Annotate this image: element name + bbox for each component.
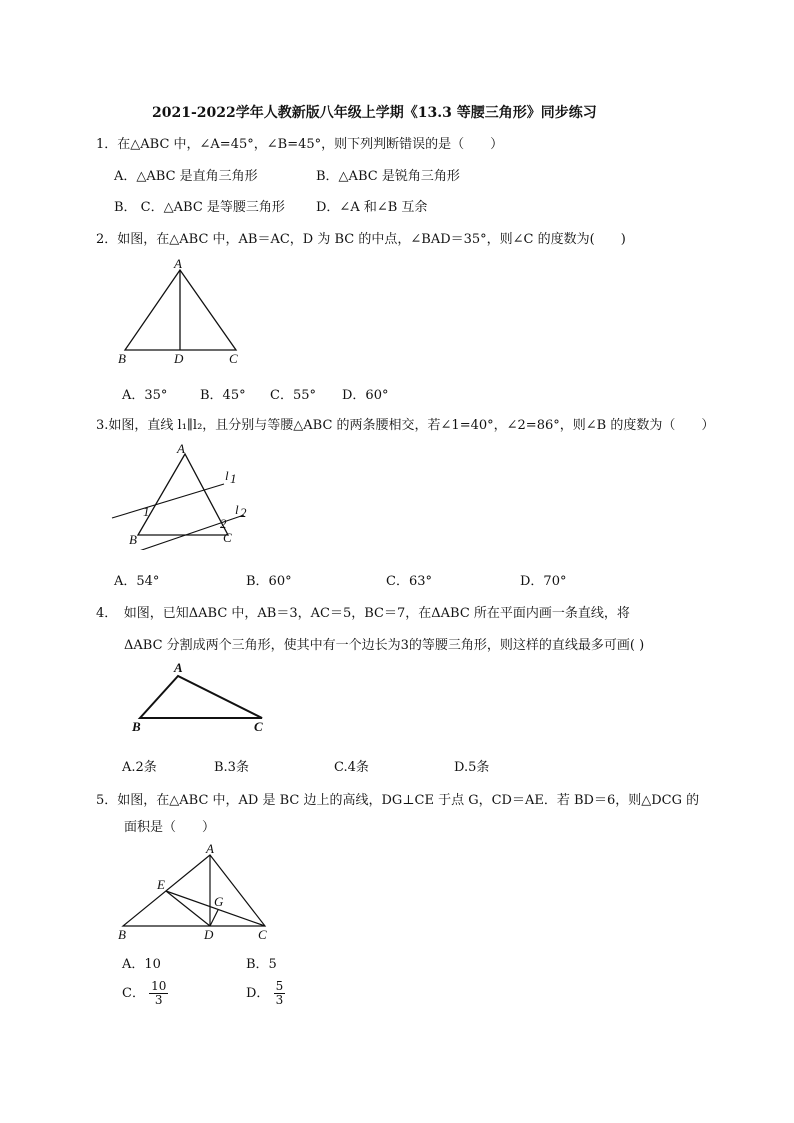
q5-option-d xyxy=(246,980,285,1007)
q5-stem-line2: 面积是（ ） xyxy=(124,820,216,835)
q2-option-d: D．60° xyxy=(342,388,389,403)
q3-label-l2-sub: 2 xyxy=(240,505,247,520)
q4-label-a: A xyxy=(174,660,183,675)
q3-label-c: C xyxy=(223,530,232,545)
q3-option-b: B．60° xyxy=(246,574,292,589)
q3-option-a: A．54° xyxy=(114,574,160,589)
q5-option-d-numerator: 5 xyxy=(275,979,284,993)
q5-option-a: A．10 xyxy=(122,957,161,972)
q3-figure xyxy=(106,440,266,550)
q4-stem-line1: 4． 如图，已知ΔABC 中，AB＝3，AC＝5，BC＝7，在ΔABC 所在平面内画一条直线，将 xyxy=(96,606,630,621)
q2-label-a: A xyxy=(174,256,182,271)
q2-label-d: D xyxy=(174,351,184,366)
q3-line-l1 xyxy=(112,484,224,518)
q5-option-d-denominator: 3 xyxy=(275,993,284,1007)
q4-stem-line2: ΔABC 分割成两个三角形，使其中有一个边长为3的等腰三角形，则这样的直线最多可画( ) xyxy=(124,638,645,653)
q5-option-c-denominator: 3 xyxy=(154,993,163,1007)
q2-label-c: C xyxy=(229,351,238,366)
q5-option-b: B．5 xyxy=(246,957,277,972)
q5-option-c-fraction xyxy=(149,980,168,1007)
q3-angle-2: 2 xyxy=(220,516,227,531)
q4-option-a: A.2条 xyxy=(122,760,157,775)
q4-option-c: C.4条 xyxy=(334,760,369,775)
q5-segment-dg xyxy=(210,910,218,926)
q5-option-c-numerator: 10 xyxy=(151,979,167,993)
q5-option-c-prefix: C． xyxy=(122,986,145,1001)
q5-label-a: A xyxy=(206,841,214,856)
q3-triangle xyxy=(138,454,228,535)
q5-label-b: B xyxy=(118,927,126,942)
q1-option-a: A．△ABC 是直角三角形 xyxy=(114,169,258,184)
q2-stem: 2．如图，在△ABC 中，AB＝AC，D 为 BC 的中点，∠BAD＝35°，则∠C 的度数为( ) xyxy=(96,232,626,247)
q2-option-b: B．45° xyxy=(200,388,246,403)
q5-option-d-prefix: D． xyxy=(246,986,270,1001)
q5-segment-ed xyxy=(166,891,210,926)
q5-label-g: G xyxy=(214,894,224,909)
q3-label-l2: l xyxy=(235,502,239,517)
q2-figure xyxy=(110,255,260,370)
q3-label-b: B xyxy=(129,532,137,547)
q5-figure xyxy=(110,840,280,948)
q1-stem: 1．在△ABC 中，∠A=45°，∠B=45°，则下列判断错误的是（ ） xyxy=(96,137,504,152)
q1-option-d: D．∠A 和∠B 互余 xyxy=(316,200,428,215)
q5-label-e: E xyxy=(157,877,165,892)
q3-label-l1-sub: 1 xyxy=(230,471,237,486)
q5-option-d-fraction xyxy=(274,980,286,1007)
page-title: 2021-2022学年人教新版八年级上学期《13.3 等腰三角形》同步练习 xyxy=(152,105,597,121)
q5-stem-line1: 5．如图，在△ABC 中，AD 是 BC 边上的高线，DG⊥CE 于点 G，CD＝AE．若 BD＝6，则△DCG 的 xyxy=(96,793,700,808)
q3-option-d: D．70° xyxy=(520,574,567,589)
q3-angle-1: 1 xyxy=(143,504,150,519)
q4-triangle xyxy=(140,676,262,718)
q3-label-l1: l xyxy=(225,468,229,483)
q3-option-c: C．63° xyxy=(386,574,432,589)
q4-label-b: B xyxy=(132,719,141,734)
q5-option-c xyxy=(122,980,168,1007)
q4-label-c: C xyxy=(254,719,263,734)
q1-option-b: B．△ABC 是锐角三角形 xyxy=(316,169,460,184)
q4-figure xyxy=(126,660,276,740)
q5-label-d: D xyxy=(204,927,214,942)
q4-option-b: B.3条 xyxy=(214,760,249,775)
q5-label-c: C xyxy=(258,927,267,942)
q2-label-b: B xyxy=(118,351,126,366)
q3-stem: 3.如图，直线 l₁∥l₂，且分别与等腰△ABC 的两条腰相交，若∠1=40°，∠2=86°，则∠B 的度数为（ ） xyxy=(96,418,715,433)
q5-triangle xyxy=(123,855,265,926)
q2-option-c: C．55° xyxy=(270,388,316,403)
q3-label-a: A xyxy=(177,441,185,456)
q1-option-c: B． C．△ABC 是等腰三角形 xyxy=(114,200,285,215)
q4-option-d: D.5条 xyxy=(454,760,490,775)
q2-option-a: A．35° xyxy=(122,388,168,403)
